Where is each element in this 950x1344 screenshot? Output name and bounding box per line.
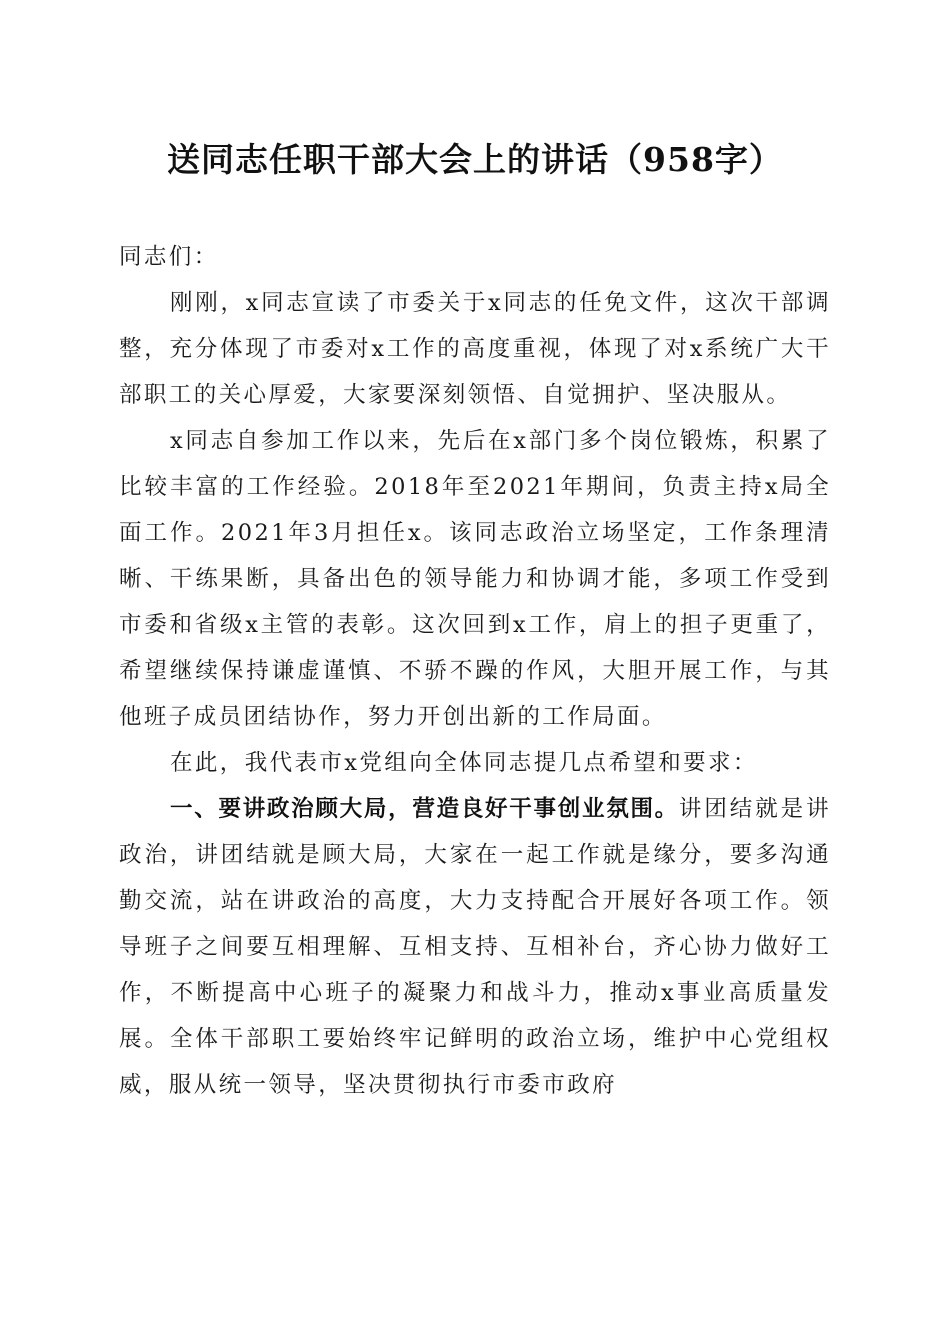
requirement-one-text: 讲团结就是讲政治，讲团结就是顾大局，大家在一起工作就是缘分，要多沟通勤交流，站在讲政治的高度，大力支持配合开展好各项工作。领导班子之间要互相理解、互相支持、互相补台，齐心协力做好工作，不断提高中心班子的凝聚力和战斗力，推动x事业高质量发展。全体干部职工要始终牢记鲜明的政治立场，维护中心党组权威，服从统一领导，坚决贯彻执行市委市政府 xyxy=(119,796,831,1098)
paragraph-appointment-announcement: 刚刚，x同志宣读了市委关于x同志的任免文件，这次干部调整，充分体现了市委对x工作的高度重视，体现了对x系统广大干部职工的关心厚爱，大家要深刻领悟、自觉拥护、坚决服从。 xyxy=(119,290,831,408)
paragraph-comrade-introduction: x同志自参加工作以来，先后在x部门多个岗位锻炼，积累了比较丰富的工作经验。2018年至2021年期间，负责主持x局全面工作。2021年3月担任x。该同志政治立场坚定，工作条理清晰、干练果断，具备出色的领导能力和协调才能，多项工作受到市委和省级x主管的表彰。这次回到x工作，肩上的担子更重了，希望继续保持谦虚谨慎、不骄不躁的作风，大胆开展工作，与其他班子成员团结协作，努力开创出新的工作局面。 xyxy=(119,428,831,730)
salutation: 同志们： xyxy=(119,244,219,270)
requirement-one-heading: 一、要讲政治顾大局，营造良好干事创业氛围。 xyxy=(170,796,679,822)
document-body xyxy=(119,234,831,1108)
paragraph-requirements-intro: 在此，我代表市x党组向全体同志提几点希望和要求： xyxy=(170,750,758,776)
paragraph-requirement-one xyxy=(119,786,831,1108)
document-title: 送同志任职干部大会上的讲话（958字） xyxy=(167,140,783,179)
